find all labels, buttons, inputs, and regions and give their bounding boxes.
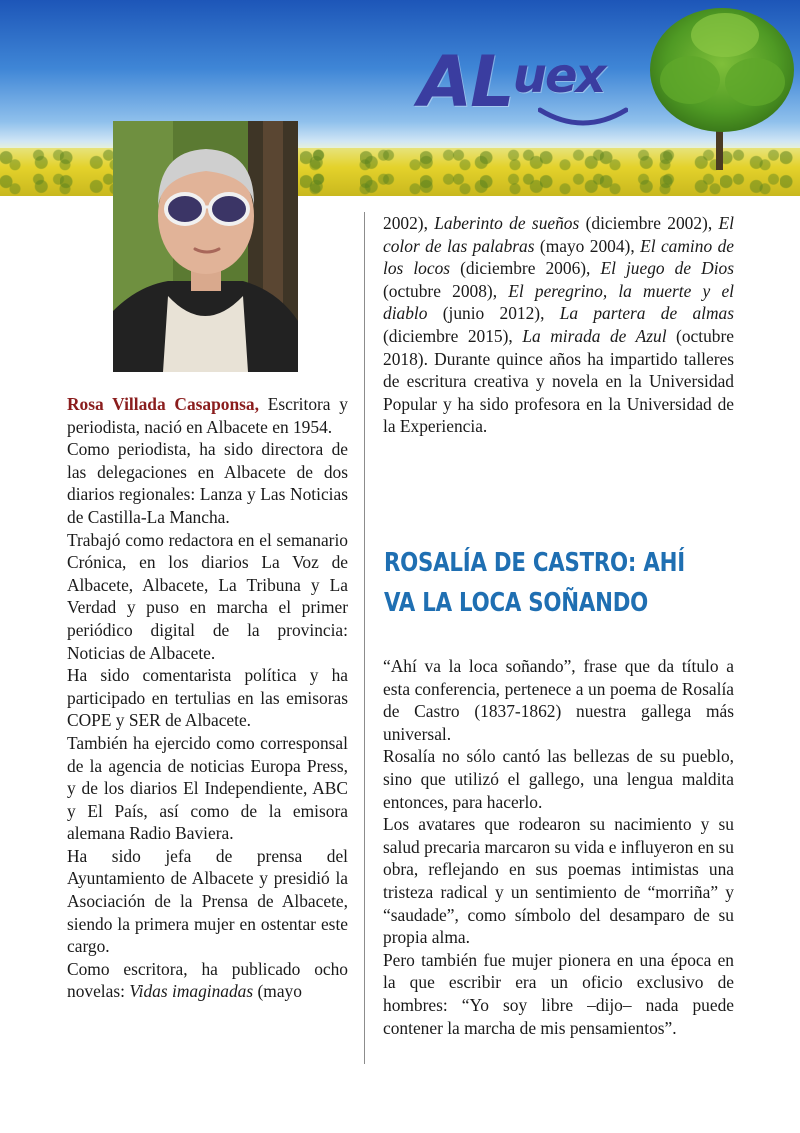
bio-paragraph-3: Trabajó como redactora en el semanario Crónica, en los diarios La Voz de Albacete, Albacete, La Tribuna y La Verdad y puso en marcha el primer periódico digital de la provincia: Noticias de Albacete. — [67, 529, 348, 663]
aluex-logo — [418, 42, 638, 142]
article-heading: ROSALÍA DE CASTRO: AHÍ VA LA LOCA SOÑANDO — [384, 548, 685, 618]
author-name: Rosa Villada Casaponsa, — [67, 394, 259, 414]
bio-paragraph-5: También ha ejercido como corresponsal de la agencia de noticias Europa Press, y de los diarios El Independiente, ABC y El País, así como de la emisora alemana Radio Baviera. — [67, 732, 348, 844]
right-column-top — [383, 212, 734, 438]
bio-paragraph-6: Ha sido jefa de prensa del Ayuntamiento de Albacete y presidió la Asociación de la Prensa de Albacete, siendo la primera mujer en ostentar este cargo. — [67, 845, 348, 957]
novel-title: La partera de almas — [559, 303, 734, 324]
tree-illustration — [640, 0, 800, 175]
novel-title: El peregrino, la muerte y el diablo — [383, 280, 734, 324]
novel-title: El color de las palabras — [383, 213, 734, 256]
logo-main-text: AL — [418, 41, 513, 123]
novel-date: (junio 2012), — [427, 303, 560, 324]
article-paragraph-4: Pero también fue mujer pionera en una época en la que escribir era un oficio exclusivo de hombres: “Yo soy libre –dijo– nada puede contener la marcha de mis pensamientos”. — [383, 949, 734, 1038]
author-portrait — [113, 121, 298, 372]
novel-date: (diciembre 2006), — [450, 258, 601, 279]
teaching-text: Durante quince años ha impartido talleres de escritura creativa y novela en la Universidad Popular y ha sido profesora en la Universidad de la Experiencia. — [383, 348, 734, 437]
bio-intro — [67, 393, 348, 438]
column-divider — [364, 212, 365, 1064]
novel-date: (octubre 2018). — [383, 325, 734, 369]
novel-date: (octubre 2008), — [383, 280, 509, 301]
portrait-illustration — [113, 121, 298, 372]
logo-suffix-text: uex — [512, 48, 605, 104]
novel-title: El camino de los locos — [383, 235, 734, 279]
article-paragraph-3: Los avatares que rodearon su nacimiento y su salud precaria marcaron su vida e influyeron en su obra, reflejando en sus poemas intimistas una tristeza radical y un sentimiento de “morriña” y “saudade”, como símbolo del desamparo de su propia alma. — [383, 814, 734, 948]
novel-date: (diciembre 2002), — [579, 213, 719, 233]
article-paragraph-2: Rosalía no sólo cantó las bellezas de su pueblo, sino que utilizó el gallego, una lengua maldita entonces, para hacerlo. — [383, 746, 734, 812]
novel-title: El juego de Dios — [600, 258, 734, 279]
novel-title: La mirada de Azul — [522, 325, 667, 346]
right-column-bottom — [383, 655, 734, 1039]
novel-title: Vidas imaginadas — [129, 981, 254, 1002]
novel-title: Laberinto de sueños — [434, 213, 580, 233]
novel-date: (mayo 2004), — [534, 235, 641, 256]
bio-paragraph-7 — [67, 958, 348, 1003]
novels-list-paragraph — [383, 212, 734, 438]
novel-date: (mayo — [253, 981, 302, 1002]
novel-date: 2002), — [383, 213, 435, 233]
article-paragraph-1: “Ahí va la loca soñando”, frase que da título a esta conferencia, pertenece a un poema de Rosalía de Castro (1837-1862) nuestra gallega más universal. — [383, 656, 734, 744]
bio-paragraph-2: Como periodista, ha sido directora de las delegaciones en Albacete de dos diarios regionales: Lanza y Las Noticias de Castilla-La Mancha. — [67, 439, 348, 527]
bio-paragraph-1: Escritora y periodista, nació en Albacete en 1954. — [67, 394, 348, 437]
logo-smile-arc — [538, 106, 628, 132]
novel-date: (diciembre 2015), — [383, 325, 523, 346]
novels-intro: Como escritora, ha publicado ocho novelas: — [67, 958, 348, 1002]
bio-paragraph-4: Ha sido comentarista política y ha participado en tertulias en las emisoras COPE y SER de Albacete. — [67, 665, 348, 731]
left-column — [67, 393, 348, 1003]
